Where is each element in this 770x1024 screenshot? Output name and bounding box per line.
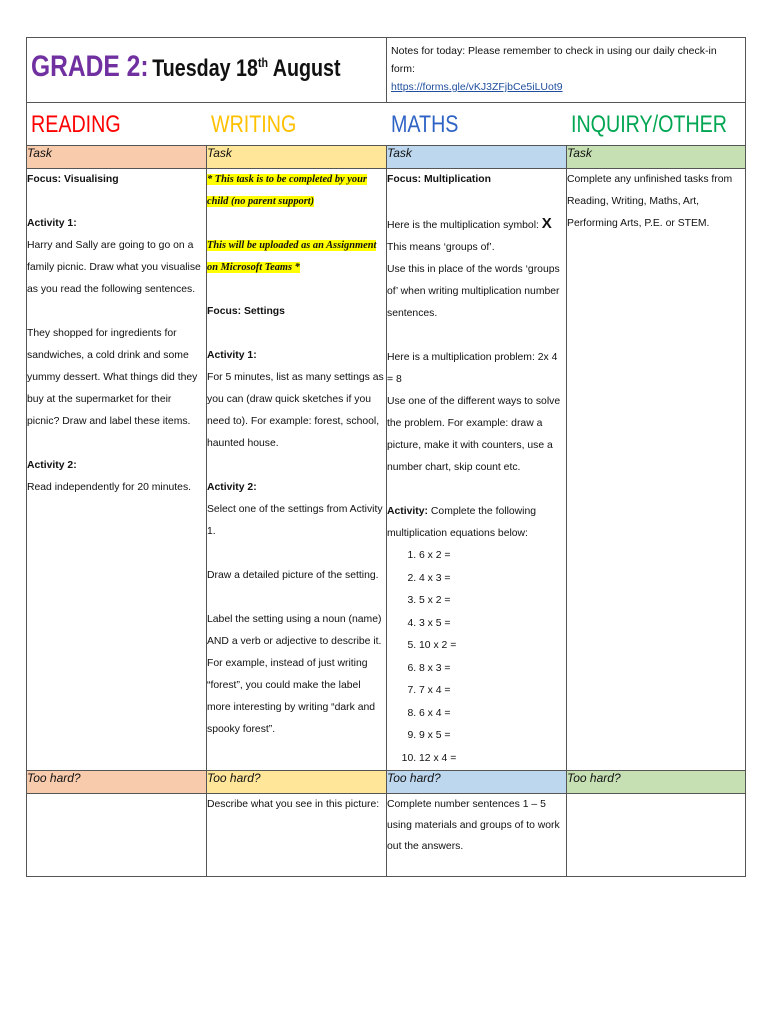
task-writing: Task [207, 146, 387, 169]
task-reading: Task [27, 146, 207, 169]
reading-activity-2-title: Activity 2: [27, 460, 77, 471]
task-row [27, 146, 746, 169]
inquiry-text: Complete any unfinished tasks from Reading, Writing, Maths, Art, Performing Arts, P.E. or STEM. [567, 174, 733, 229]
subject-row [27, 103, 746, 146]
maths-problem-text: Here is a multiplication problem: 2x 4 = 8 [387, 352, 558, 385]
task-maths: Task [387, 146, 567, 169]
equation-item: 5. 10 x 2 = [419, 635, 566, 658]
writing-activity-2-text4: For example, instead of just writing “forest”, you could make the label more interesting by writing “dark and spooky forest”. [207, 658, 376, 735]
subject-inquiry-cell [567, 103, 746, 146]
maths-groups-text: This means ‘groups of’. [387, 242, 495, 253]
equation-item: 8. 6 x 4 = [419, 703, 566, 726]
writing-focus: Focus: Settings [207, 306, 285, 317]
check-in-link[interactable]: https://forms.gle/vKJ3ZFjbCe5iLUot9 [391, 81, 563, 93]
equation-item: 3. 5 x 2 = [419, 590, 566, 613]
maths-use-text: Use this in place of the words ‘groups of’ when writing multiplication number sentences. [387, 264, 560, 319]
too-hard-reading: Too hard? [27, 771, 207, 794]
too-hard-writing-text: Describe what you see in this picture: [207, 794, 387, 877]
equation-item: 2. 4 x 3 = [419, 568, 566, 591]
equation-list [387, 545, 566, 770]
equation-item: 10. 12 x 4 = [419, 748, 566, 771]
reading-activity-2-text: Read independently for 20 minutes. [27, 482, 192, 493]
reading-content [27, 169, 207, 771]
notes-text: Notes for today: Please remember to check in using our daily check-in form: [391, 45, 717, 75]
too-hard-reading-text [27, 794, 207, 877]
reading-activity-1-text2: They shopped for ingredients for sandwiches, a cold drink and some yummy dessert. What things did they buy at the supermarket for their picnic? Draw and label these items. [27, 328, 198, 427]
lesson-plan [26, 37, 745, 877]
subject-reading: READING [31, 111, 121, 138]
lesson-plan-table [26, 37, 746, 877]
multiplication-symbol: X [541, 215, 552, 232]
equation-item: 4. 3 x 5 = [419, 613, 566, 636]
too-hard-inquiry: Too hard? [567, 771, 746, 794]
writing-activity-2-text3: Label the setting using a noun (name) AND a verb or adjective to describe it. [207, 614, 382, 647]
task-inquiry: Task [567, 146, 746, 169]
too-hard-writing: Too hard? [207, 771, 387, 794]
grade-label: GRADE 2: [31, 50, 149, 83]
reading-activity-1-text: Harry and Sally are going to go on a family picnic. Draw what you visualise as you read the following sentences. [27, 240, 201, 295]
date-label: Tuesday 18th August [152, 55, 341, 82]
subject-maths: MATHS [390, 111, 458, 138]
subject-writing-cell [207, 103, 387, 146]
too-hard-row [27, 771, 746, 794]
content-row [27, 169, 746, 771]
equation-item: 7. 7 x 4 = [419, 680, 566, 703]
maths-content [387, 169, 567, 771]
writing-activity-1-text: For 5 minutes, list as many settings as you can (draw quick sketches if you need to). For example: forest, school, haunted house. [207, 372, 384, 449]
too-hard-maths-text: Complete number sentences 1 – 5 using materials and groups of to work out the answers. [387, 794, 567, 877]
inquiry-content [567, 169, 746, 771]
too-hard-maths: Too hard? [387, 771, 567, 794]
too-hard-inquiry-text [567, 794, 746, 877]
subject-inquiry: INQUIRY/OTHER [570, 111, 727, 138]
subject-reading-cell [27, 103, 207, 146]
equation-item: 6. 8 x 3 = [419, 658, 566, 681]
writing-activity-2-text: Select one of the settings from Activity 1. [207, 504, 383, 537]
reading-activity-1-title: Activity 1: [27, 218, 77, 229]
too-hard-content-row [27, 794, 746, 877]
writing-note-2: This will be uploaded as an Assignment on Microsoft Teams * [207, 240, 377, 273]
equation-item: 9. 9 x 5 = [419, 725, 566, 748]
page-title [31, 50, 341, 84]
writing-note-1: * This task is to be completed by your child (no parent support) [207, 174, 367, 207]
writing-activity-2-title: Activity 2: [207, 482, 257, 493]
notes-cell [387, 38, 746, 103]
maths-ways-text: Use one of the different ways to solve the problem. For example: draw a picture, make it with counters, use a number chart, skip count etc. [387, 396, 561, 473]
writing-activity-1-title: Activity 1: [207, 350, 257, 361]
maths-activity: Activity: Complete the following multiplication equations below: [387, 506, 537, 539]
subject-writing: WRITING [210, 111, 296, 138]
equation-item: 1. 6 x 2 = [419, 545, 566, 568]
reading-focus: Focus: Visualising [27, 174, 119, 185]
maths-focus: Focus: Multiplication [387, 174, 491, 185]
writing-activity-2-text2: Draw a detailed picture of the setting. [207, 570, 379, 581]
maths-symbol-line: Here is the multiplication symbol: X [387, 215, 552, 232]
subject-maths-cell [387, 103, 567, 146]
writing-content [207, 169, 387, 771]
header-row [27, 38, 746, 103]
header-title-cell [27, 38, 387, 103]
